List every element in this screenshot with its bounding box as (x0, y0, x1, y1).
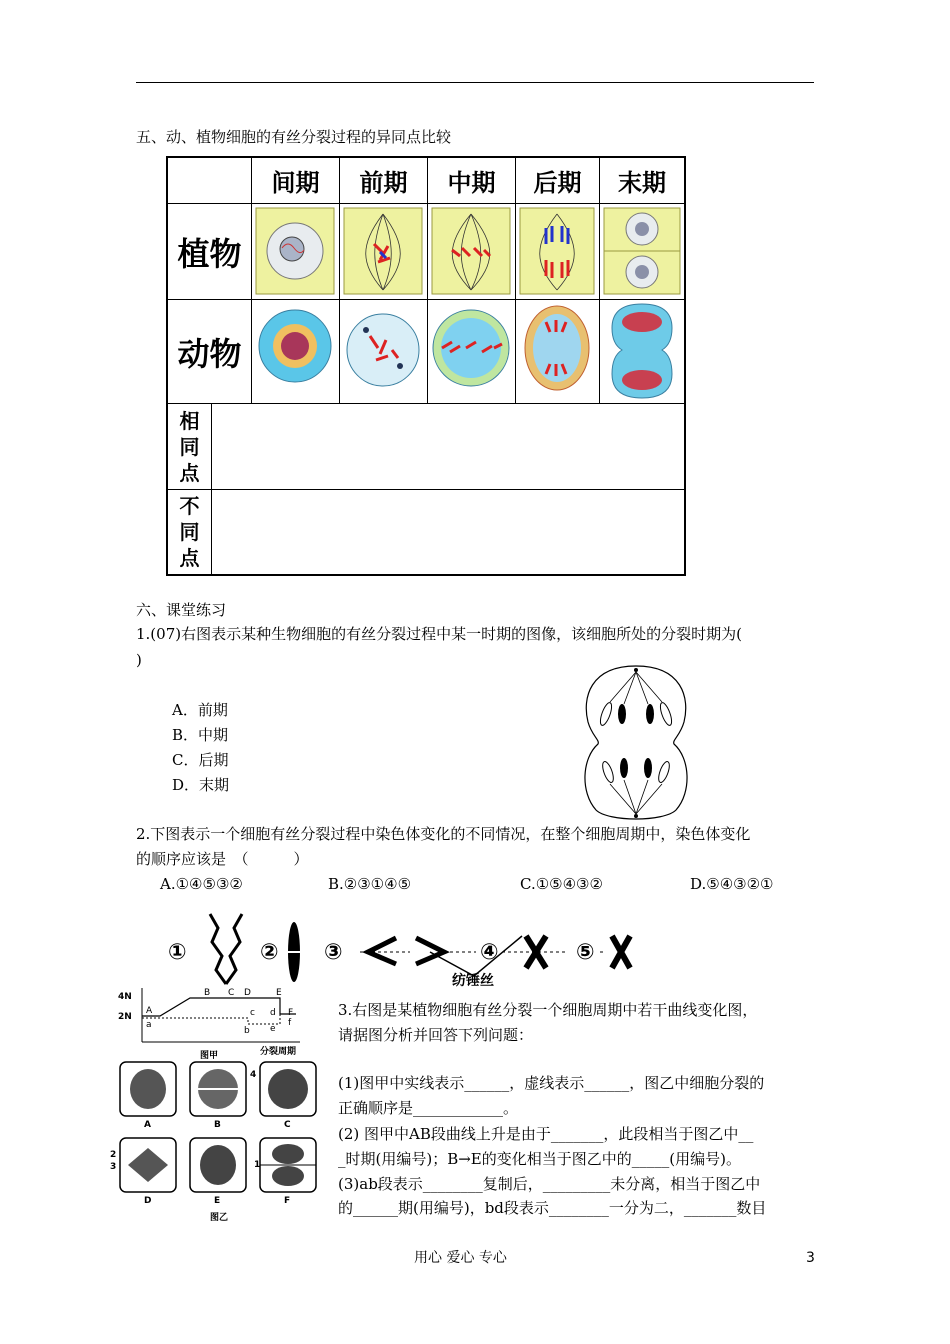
q2-label-4: ④ (480, 940, 499, 965)
graph-point-F: F (288, 1008, 294, 1018)
q2-option-d[interactable]: D.⑤④③②① (690, 875, 774, 893)
graph-point-A: A (146, 1006, 153, 1016)
same-points-answer[interactable] (212, 404, 684, 490)
plant-prophase-image (340, 204, 428, 300)
cell-letter-D: D (144, 1196, 152, 1206)
section6-title: 六、课堂练习 (136, 601, 227, 619)
q2-label-5: ⑤ (576, 940, 595, 965)
table-corner (168, 158, 252, 204)
graph-caption-jia: 图甲 (200, 1051, 219, 1061)
q1-option-d[interactable]: D．末期 (172, 776, 230, 794)
graph-caption-yi: 图乙 (210, 1213, 229, 1223)
q1-option-a[interactable]: A．前期 (172, 701, 228, 719)
q3-intro-line2: 请据图分析并回答下列问题： (338, 1026, 534, 1044)
header-telophase: 末期 (600, 158, 684, 204)
plant-telophase-image (600, 204, 684, 300)
graph-x-label: 分裂周期 (260, 1047, 297, 1057)
q3-part1-line1: (1)图甲中实线表示______，虚线表示______，图乙中细胞分裂的 (338, 1074, 765, 1092)
arrow-number-1: 1 (254, 1160, 261, 1170)
graph-point-c: c (250, 1008, 255, 1018)
cell-letter-C: C (284, 1120, 291, 1130)
header-anaphase: 后期 (516, 158, 600, 204)
diff-points-answer[interactable] (212, 490, 684, 574)
q3-part3-line2: 的______期(用编号)，bd段表示________一分为二，_______数目 (338, 1199, 767, 1217)
row-label-plant: 植物 (168, 204, 252, 300)
plant-metaphase-image (428, 204, 516, 300)
q3-part2-line1: (2) 图甲中AB段曲线上升是由于_______，此段相当于图乙中__ (338, 1125, 754, 1143)
q1-cell-figure (580, 662, 692, 824)
q1-text-line2: ) (136, 651, 142, 669)
row-label-animal: 动物 (168, 300, 252, 404)
graph-point-e: e (270, 1024, 276, 1034)
arrow-number-4: 4 (250, 1070, 257, 1080)
header-prophase: 前期 (340, 158, 428, 204)
q2-option-c[interactable]: C.①⑤④③② (520, 875, 603, 893)
animal-interphase-image (252, 300, 340, 404)
footer-motto: 用心 爱心 专心 (414, 1250, 507, 1266)
q2-option-b[interactable]: B.②③①④⑤ (328, 875, 412, 893)
row-label-same: 相 同 点 (168, 404, 212, 490)
graph-point-b: b (244, 1026, 250, 1036)
graph-y-2n: 2N (118, 1012, 132, 1022)
plant-interphase-image (252, 204, 340, 300)
animal-metaphase-image (428, 300, 516, 404)
q3-figure-yi (110, 1058, 326, 1224)
q2-spindle-label: 纺锤丝 (452, 973, 494, 989)
animal-telophase-image (600, 300, 684, 404)
header-rule (136, 82, 814, 83)
q1-text-line1: 1.(07)右图表示某种生物细胞的有丝分裂过程中某一时期的图像，该细胞所处的分裂时期为( (136, 625, 742, 643)
cell-letter-B: B (214, 1120, 221, 1130)
q3-graph-jia (110, 984, 326, 1056)
cell-letter-E: E (214, 1196, 221, 1206)
q3-part1-line2: 正确顺序是____________。 (338, 1099, 519, 1117)
graph-point-E: E (276, 988, 282, 998)
animal-anaphase-image (516, 300, 600, 404)
q1-option-c[interactable]: C．后期 (172, 751, 229, 769)
q2-label-1: ① (168, 940, 187, 965)
graph-point-C: C (228, 988, 235, 998)
q3-intro-line1: 3.右图是某植物细胞有丝分裂一个细胞周期中若干曲线变化图， (338, 1001, 758, 1019)
q2-text-line1: 2.下图表示一个细胞有丝分裂过程中染色体变化的不同情况，在整个细胞周期中，染色体变化 (136, 825, 751, 843)
cell-letter-A: A (144, 1120, 151, 1130)
header-interphase: 间期 (252, 158, 340, 204)
arrow-number-2: 2 (110, 1150, 117, 1160)
page-number: 3 (806, 1250, 815, 1266)
graph-y-4n: 4N (118, 992, 132, 1002)
section5-title: 五、动、植物细胞的有丝分裂过程的异同点比较 (136, 128, 452, 146)
q3-part3-line1: (3)ab段表示________复制后，_________未分离，相当于图乙中 (338, 1175, 761, 1193)
graph-point-D: D (244, 988, 251, 998)
q2-label-3: ③ (324, 940, 343, 965)
arrow-number-3: 3 (110, 1162, 117, 1172)
q2-chromosome-figure (160, 906, 650, 989)
q1-option-b[interactable]: B．中期 (172, 726, 229, 744)
graph-point-a: a (146, 1020, 152, 1030)
q2-option-a[interactable]: A.①④⑤③② (160, 875, 243, 893)
animal-prophase-image (340, 300, 428, 404)
q3-part2-line2: _时期(用编号)；B→E的变化相当于图乙中的_____(用编号)。 (338, 1150, 741, 1168)
graph-point-f: f (288, 1018, 292, 1028)
row-label-diff: 不 同 点 (168, 490, 212, 574)
cell-letter-F: F (284, 1196, 291, 1206)
q2-label-2: ② (260, 940, 279, 965)
q2-text-line2: 的顺序应该是 （ ） (136, 850, 309, 868)
header-metaphase: 中期 (428, 158, 516, 204)
plant-anaphase-image (516, 204, 600, 300)
comparison-table (166, 156, 686, 576)
graph-point-B: B (204, 988, 211, 998)
graph-point-d: d (270, 1008, 276, 1018)
